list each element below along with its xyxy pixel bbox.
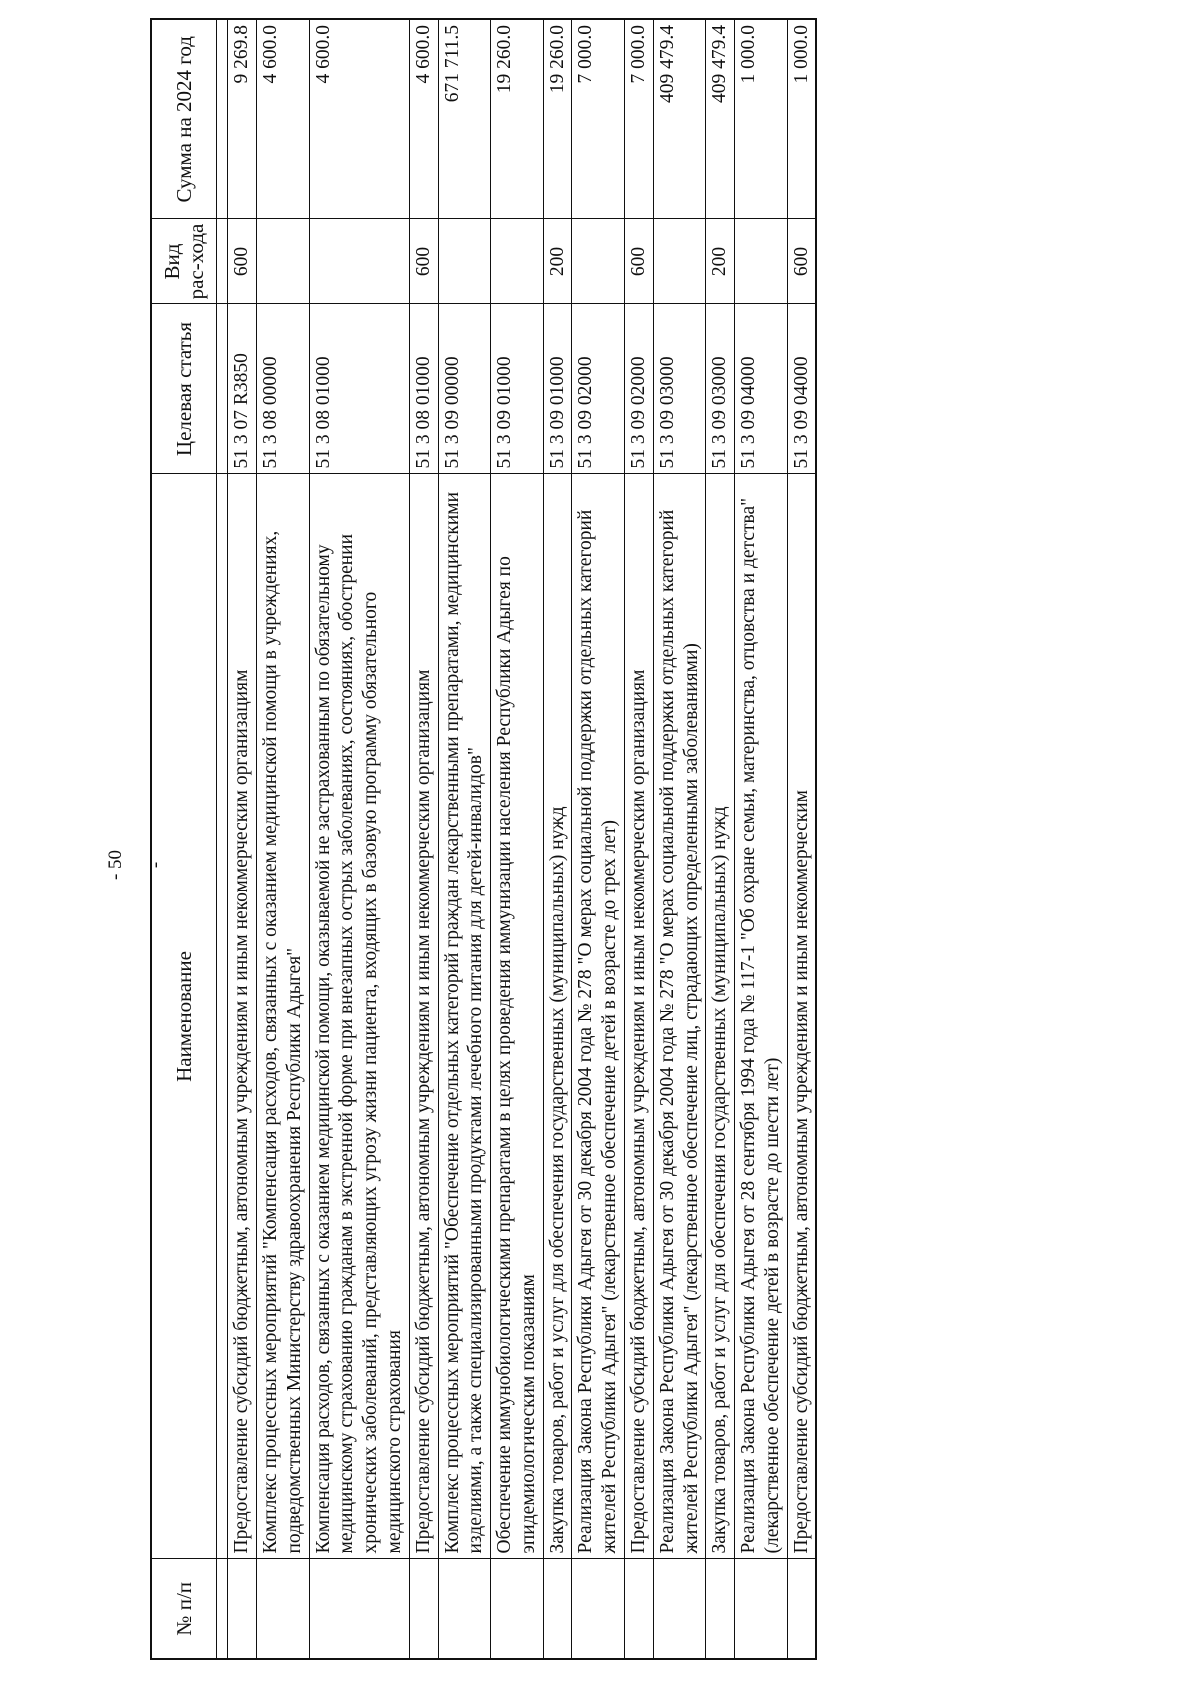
cell-name: Комплекс процессных мероприятий "Обеспечение отдельных категорий граждан лекарственными препаратами, медицинскими изделиями, а также специализированными продуктами лечебного питания для детей-инвалидов" (438, 474, 491, 1559)
budget-table (150, 18, 817, 1660)
cell-num (309, 1559, 409, 1659)
cell-amount: 19 260.0 (543, 19, 572, 219)
table-row (625, 19, 654, 1659)
cell-num (653, 1559, 706, 1659)
cell-code: 51 3 08 00000 (257, 304, 310, 474)
table-row (409, 19, 438, 1659)
cell-type (491, 219, 544, 304)
cell-type (572, 219, 625, 304)
cell-name: Предоставление субсидий бюджетным, автономным учреждениям и иным некоммерческим (787, 474, 816, 1559)
cell-amount: 4 600.0 (257, 19, 310, 219)
cell-amount: 4 600.0 (309, 19, 409, 219)
cell-num (491, 1559, 544, 1659)
cell-type (653, 219, 706, 304)
cell-amount: 4 600.0 (409, 19, 438, 219)
cell-num (735, 1559, 788, 1659)
cell-name: Комплекс процессных мероприятий "Компенсация расходов, связанных с оказанием медицинской помощи в учреждениях, подведомственных Министерству здравоохранения Республики Адыгея" (257, 474, 310, 1559)
cell-amount: 9 269.8 (228, 19, 257, 219)
cell-num (706, 1559, 735, 1659)
cell-num (787, 1559, 816, 1659)
cell-code: 51 3 09 02000 (572, 304, 625, 474)
cell-type: 600 (787, 219, 816, 304)
cell-num (438, 1559, 491, 1659)
cell-code: 51 3 09 03000 (706, 304, 735, 474)
cell-name: Реализация Закона Республики Адыгея от 28 сентября 1994 года № 117-1 "Об охране семьи, материнства, отцовства и детства" (лекарственное обеспечение детей в возрасте до шести лет) (735, 474, 788, 1559)
cell-type (735, 219, 788, 304)
cell-amount: 7 000.0 (572, 19, 625, 219)
table-row (706, 19, 735, 1659)
cell-code: 51 3 09 02000 (625, 304, 654, 474)
cell-num (228, 1559, 257, 1659)
page-number: - 50 - (105, 849, 166, 881)
table-row (309, 19, 409, 1659)
header-type: Вид рас-хода (151, 219, 217, 304)
table-row (787, 19, 816, 1659)
cell-code: 51 3 08 01000 (409, 304, 438, 474)
cell-num (625, 1559, 654, 1659)
table-row (491, 19, 544, 1659)
table-row (572, 19, 625, 1659)
header-name: Наименование (151, 474, 217, 1559)
cell-code: 51 3 09 01000 (543, 304, 572, 474)
cell-name: Предоставление субсидий бюджетным, автономным учреждениям и иным некоммерческим организациям (228, 474, 257, 1559)
header-num: № п/п (151, 1559, 217, 1659)
budget-table-container (150, 20, 1150, 1660)
cell-amount: 7 000.0 (625, 19, 654, 219)
cell-amount: 1 000.0 (787, 19, 816, 219)
cell-num (572, 1559, 625, 1659)
table-row (228, 19, 257, 1659)
table-row (543, 19, 572, 1659)
cell-name: Предоставление субсидий бюджетным, автономным учреждениям и иным некоммерческим организациям (409, 474, 438, 1559)
cell-type (257, 219, 310, 304)
cell-type: 200 (543, 219, 572, 304)
cell-amount: 409 479.4 (653, 19, 706, 219)
cell-amount: 1 000.0 (735, 19, 788, 219)
table-row (438, 19, 491, 1659)
cell-code: 51 3 09 03000 (653, 304, 706, 474)
cell-code: 51 3 09 00000 (438, 304, 491, 474)
cell-type: 200 (706, 219, 735, 304)
cell-type (309, 219, 409, 304)
cell-code: 51 3 08 01000 (309, 304, 409, 474)
cell-name: Обеспечение иммунобиологическими препаратами в целях проведения иммунизации населения Республики Адыгея по эпидемиологическим показаниям (491, 474, 544, 1559)
cell-name: Компенсация расходов, связанных с оказанием медицинской помощи, оказываемой не застрахованным по обязательному медицинскому страхованию гражданам в экстренной форме при внезапных острых заболеваниях, состояниях, обострении хронических заболеваний, представляющих угрозу жизни пациента, входящих в базовую программу обязательного медицинского страхования (309, 474, 409, 1559)
header-amount: Сумма на 2024 год (151, 19, 217, 219)
table-header-row (151, 19, 217, 1659)
cell-name: Реализация Закона Республики Адыгея от 30 декабря 2004 года № 278 "О мерах социальной поддержки отдельных категорий жителей Республики Адыгея" (лекарственное обеспечение детей в возрасте до трех лет) (572, 474, 625, 1559)
header-code: Целевая статья (151, 304, 217, 474)
cell-amount: 671 711.5 (438, 19, 491, 219)
cell-code: 51 3 09 04000 (787, 304, 816, 474)
cell-type: 600 (228, 219, 257, 304)
table-row (735, 19, 788, 1659)
table-row (257, 19, 310, 1659)
cell-name: Закупка товаров, работ и услуг для обеспечения государственных (муниципальных) нужд (706, 474, 735, 1559)
cell-code: 51 3 07 R3850 (228, 304, 257, 474)
cell-type (438, 219, 491, 304)
cell-code: 51 3 09 04000 (735, 304, 788, 474)
table-spacer-row (217, 19, 228, 1659)
cell-type: 600 (625, 219, 654, 304)
cell-type: 600 (409, 219, 438, 304)
cell-num (409, 1559, 438, 1659)
cell-amount: 19 260.0 (491, 19, 544, 219)
cell-num (543, 1559, 572, 1659)
cell-name: Предоставление субсидий бюджетным, автономным учреждениям и иным некоммерческим организациям (625, 474, 654, 1559)
cell-amount: 409 479.4 (706, 19, 735, 219)
cell-name: Закупка товаров, работ и услуг для обеспечения государственных (муниципальных) нужд (543, 474, 572, 1559)
cell-num (257, 1559, 310, 1659)
cell-name: Реализация Закона Республики Адыгея от 30 декабря 2004 года № 278 "О мерах социальной поддержки отдельных категорий жителей Республики Адыгея" (лекарственное обеспечение лиц, страдающих определенными заболеваниями) (653, 474, 706, 1559)
cell-code: 51 3 09 01000 (491, 304, 544, 474)
table-row (653, 19, 706, 1659)
